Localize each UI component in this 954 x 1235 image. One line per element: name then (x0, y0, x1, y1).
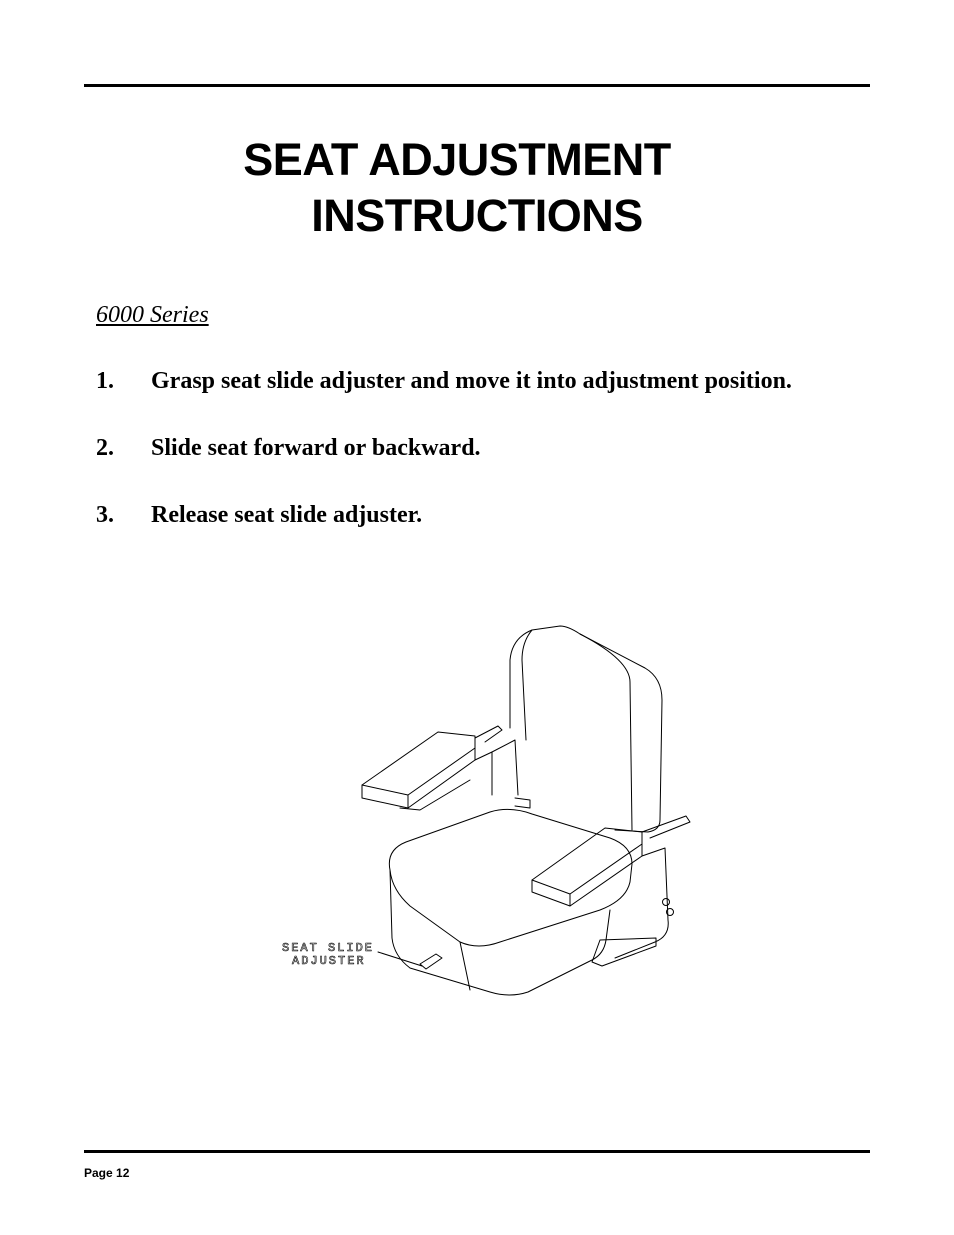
seat-backrest-edge (580, 634, 632, 830)
seat-slide-adjuster-handle (420, 954, 442, 969)
step-number: 3. (96, 502, 114, 528)
instruction-step (96, 502, 792, 569)
right-armrest-bracket (615, 816, 690, 958)
instruction-step (96, 435, 792, 502)
step-text: Release seat slide adjuster. (151, 502, 423, 528)
left-armrest-bracket (475, 726, 502, 795)
right-armrest-top (532, 828, 642, 894)
instruction-step (96, 368, 792, 435)
top-rule (84, 84, 870, 87)
seat-backrest-side (522, 630, 532, 740)
seat-cushion-seam (460, 942, 470, 990)
left-armrest-top (362, 732, 475, 795)
left-armrest-side (408, 748, 475, 808)
callout-label-line-2: ADJUSTER (292, 954, 366, 968)
seat-cushion-top (389, 809, 632, 946)
page-number: Page 12 (84, 1166, 130, 1180)
right-armrest-front (532, 880, 570, 906)
rear-frame (492, 740, 530, 808)
series-heading: 6000 Series (96, 302, 209, 328)
step-text: Grasp seat slide adjuster and move it into adjustment position. (151, 368, 792, 394)
left-armrest-underside (400, 780, 470, 810)
callout-label-line-1: SEAT SLIDE (282, 941, 375, 955)
callout-leader (378, 952, 422, 966)
bottom-rule (84, 1150, 870, 1153)
seat-illustration (270, 620, 710, 1010)
step-number: 1. (96, 368, 114, 394)
instruction-list (96, 368, 792, 569)
seat-backrest (510, 626, 662, 832)
rail-bolt (663, 899, 670, 906)
page-title-line-2: INSTRUCTIONS (311, 190, 643, 241)
step-number: 2. (96, 435, 114, 461)
page-title (0, 132, 954, 244)
left-armrest-front (362, 785, 408, 808)
page-title-line-1: SEAT ADJUSTMENT (243, 134, 671, 185)
step-text: Slide seat forward or backward. (151, 435, 481, 461)
